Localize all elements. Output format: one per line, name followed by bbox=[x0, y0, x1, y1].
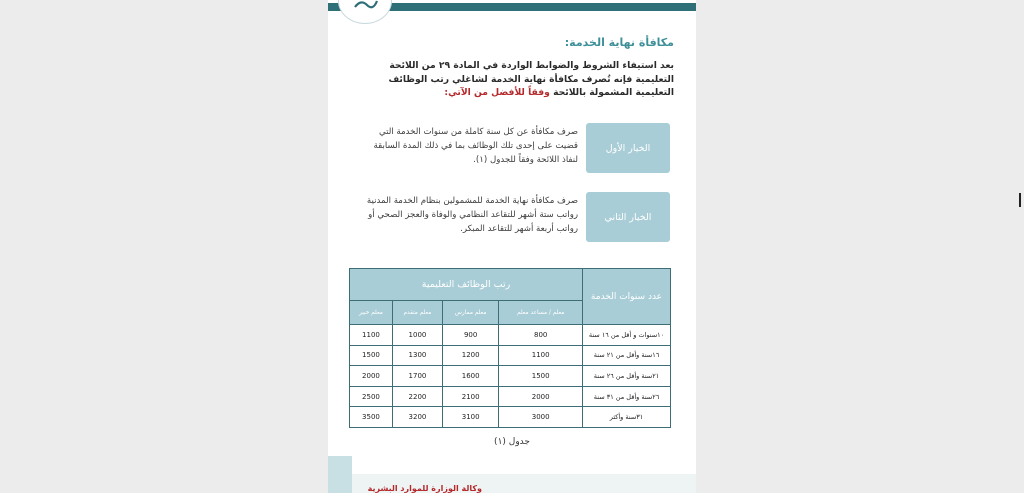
grades-header: رتب الوظائف التعليمية bbox=[350, 269, 583, 301]
value-cell: 2100 bbox=[442, 386, 498, 407]
value-cell: 3200 bbox=[392, 407, 442, 428]
value-cell: 1300 bbox=[392, 345, 442, 366]
table-row bbox=[350, 386, 671, 407]
logo bbox=[338, 0, 392, 24]
value-cell: 1200 bbox=[442, 345, 498, 366]
footer-text: وكالة الوزارة للموارد البشرية bbox=[367, 484, 482, 493]
value-cell: 3500 bbox=[350, 407, 393, 428]
value-cell: 900 bbox=[442, 325, 498, 346]
option-first-label: الخيار الأول bbox=[586, 123, 670, 173]
text-cursor bbox=[1019, 193, 1021, 207]
reward-table bbox=[349, 268, 671, 428]
years-header: عدد سنوات الخدمة bbox=[583, 269, 671, 325]
years-cell: ١٠سنوات و أقل من ١٦ سنة bbox=[583, 325, 671, 346]
footer-box bbox=[328, 456, 352, 493]
table-caption: جدول (١) bbox=[494, 437, 530, 447]
value-cell: 800 bbox=[499, 325, 583, 346]
option-second bbox=[354, 192, 670, 246]
value-cell: 2000 bbox=[499, 386, 583, 407]
value-cell: 1000 bbox=[392, 325, 442, 346]
document-page bbox=[328, 0, 696, 493]
value-cell: 1500 bbox=[499, 366, 583, 387]
table-row bbox=[350, 366, 671, 387]
value-cell: 1100 bbox=[350, 325, 393, 346]
value-cell: 2000 bbox=[350, 366, 393, 387]
intro-paragraph bbox=[348, 59, 674, 100]
years-cell: ٢١سنة وأقل من ٢٦ سنة bbox=[583, 366, 671, 387]
grade-header: معلم خبير bbox=[350, 301, 393, 325]
years-cell: ٣١سنة وأكثر bbox=[583, 407, 671, 428]
value-cell: 1600 bbox=[442, 366, 498, 387]
option-second-text: صرف مكافأة نهاية الخدمة للمشمولين بنظام الخدمة المدنية رواتب ستة أشهر للتقاعد النظامي والوفاة والعجز الصحي أو رواتب أربعة أشهر للتقاعد المبكر. bbox=[366, 196, 578, 235]
logo-mark-icon bbox=[353, 0, 379, 11]
years-cell: ٢٦سنة وأقل من ٣١ سنة bbox=[583, 386, 671, 407]
value-cell: 1500 bbox=[350, 345, 393, 366]
table-row bbox=[350, 407, 671, 428]
years-cell: ١٦سنة وأقل من ٢١ سنة bbox=[583, 345, 671, 366]
table-row bbox=[350, 325, 671, 346]
value-cell: 2200 bbox=[392, 386, 442, 407]
grade-header: معلم / مساعد معلم bbox=[499, 301, 583, 325]
value-cell: 2500 bbox=[350, 386, 393, 407]
option-second-label: الخيار الثاني bbox=[586, 192, 670, 242]
option-first-text: صرف مكافأة عن كل سنة كاملة من سنوات الخدمة التي قضيت على إحدى تلك الوظائف بما في ذلك المدة السابقة لنفاذ اللائحة وفقاً للجدول (١). bbox=[373, 127, 578, 166]
grade-header: معلم متقدم bbox=[392, 301, 442, 325]
value-cell: 1100 bbox=[499, 345, 583, 366]
section-heading: مكافأة نهاية الخدمة: bbox=[564, 36, 674, 49]
intro-emphasis: وفقاً للأفضل من الآتي: bbox=[444, 87, 550, 99]
table-row bbox=[350, 345, 671, 366]
option-first bbox=[354, 123, 670, 177]
value-cell: 1700 bbox=[392, 366, 442, 387]
grade-header: معلم ممارس bbox=[442, 301, 498, 325]
intro-text: بعد استيفاء الشروط والضوابط الواردة في المادة ٢٩ من اللائحة التعليمية فإنه تُصرف مكافأة نهاية الخدمة لشاغلي رتب الوظائف التعليمية المشمولة باللائحة bbox=[388, 60, 674, 99]
value-cell: 3100 bbox=[442, 407, 498, 428]
value-cell: 3000 bbox=[499, 407, 583, 428]
